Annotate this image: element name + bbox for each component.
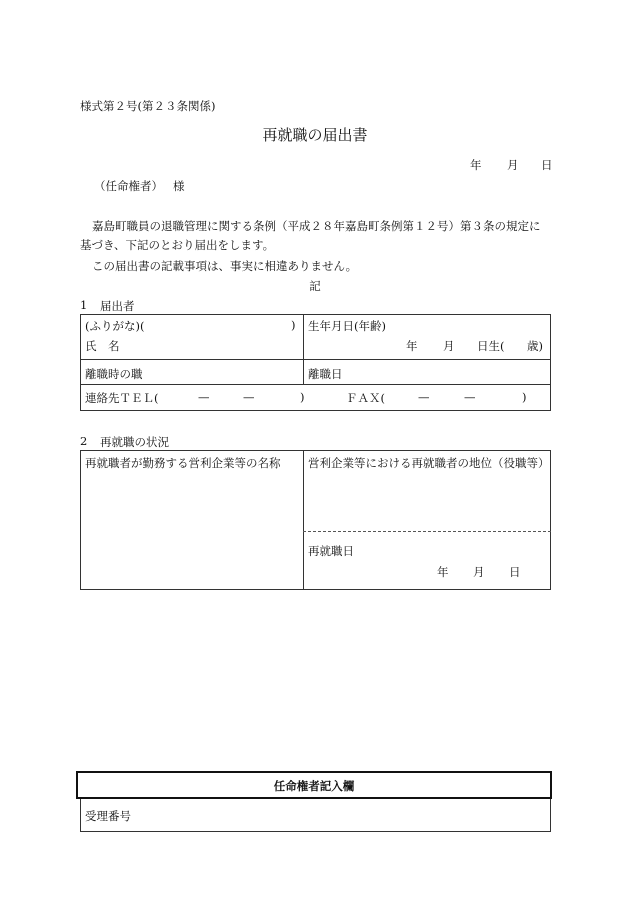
tel-label: 連絡先ＴＥＬ( <box>85 391 159 405</box>
reemploy-year: 年 <box>437 565 449 579</box>
body-line-2: 基づき、下記のとおり届出をします。 <box>80 238 275 252</box>
reemploy-day: 日 <box>509 565 521 579</box>
birth-month: 月 <box>443 339 455 353</box>
retire-date-label: 離職日 <box>308 367 343 381</box>
ki-marker: 記 <box>309 279 321 293</box>
retire-position-label: 離職時の職 <box>85 367 143 381</box>
birth-day: 日生( <box>477 339 505 353</box>
birthdate-label: 生年月日(年齢) <box>308 319 386 333</box>
position-label: 営利企業等における再就職者の地位（役職等） <box>308 456 550 470</box>
body-line-1: 嘉島町職員の退職管理に関する条例（平成２８年嘉島町条例第１２号）第３条の規定に <box>92 219 541 233</box>
col-divider <box>303 450 304 590</box>
tel-close: ) <box>300 390 305 404</box>
addressee-honorific: 様 <box>173 179 185 193</box>
receipt-number-label: 受理番号 <box>85 809 131 823</box>
birth-age: 歳) <box>527 339 543 353</box>
reemploy-date-label: 再就職日 <box>308 544 354 558</box>
fax-close: ) <box>522 390 527 404</box>
section2-heading: 再就職の状況 <box>100 435 169 449</box>
appointer-body-box <box>80 799 551 832</box>
section1-number: 1 <box>80 298 88 312</box>
name-label: 氏 名 <box>85 339 120 353</box>
fax-dash-2: — <box>464 390 476 404</box>
tel-dash-2: — <box>243 390 255 404</box>
appointer-header: 任命権者記入欄 <box>273 779 355 793</box>
form-number: 様式第２号(第２３条関係) <box>80 99 216 113</box>
row-divider <box>80 359 551 360</box>
reemploy-month: 月 <box>473 565 485 579</box>
name-field[interactable] <box>85 339 86 340</box>
date-month: 月 <box>507 158 519 172</box>
page-title: 再就職の届出書 <box>262 126 368 144</box>
section2-number: 2 <box>80 434 88 448</box>
col-divider <box>303 314 304 384</box>
addressee-name: （任命権者） <box>94 179 163 193</box>
furigana-label: (ふりがな)( <box>85 319 145 333</box>
company-name-label: 再就職者が勤務する営利企業等の名称 <box>85 456 281 470</box>
furigana-close: ) <box>291 318 296 332</box>
birth-year: 年 <box>406 339 418 353</box>
date-year: 年 <box>470 158 482 172</box>
dashed-divider <box>303 531 551 532</box>
row-divider <box>80 384 551 385</box>
fax-label: ＦＡＸ( <box>346 391 385 405</box>
section1-heading: 届出者 <box>100 299 135 313</box>
date-day: 日 <box>541 158 553 172</box>
fax-dash-1: — <box>418 390 430 404</box>
tel-dash-1: — <box>198 390 210 404</box>
body-line-3: この届出書の記載事項は、事実に相違ありません。 <box>92 259 358 273</box>
